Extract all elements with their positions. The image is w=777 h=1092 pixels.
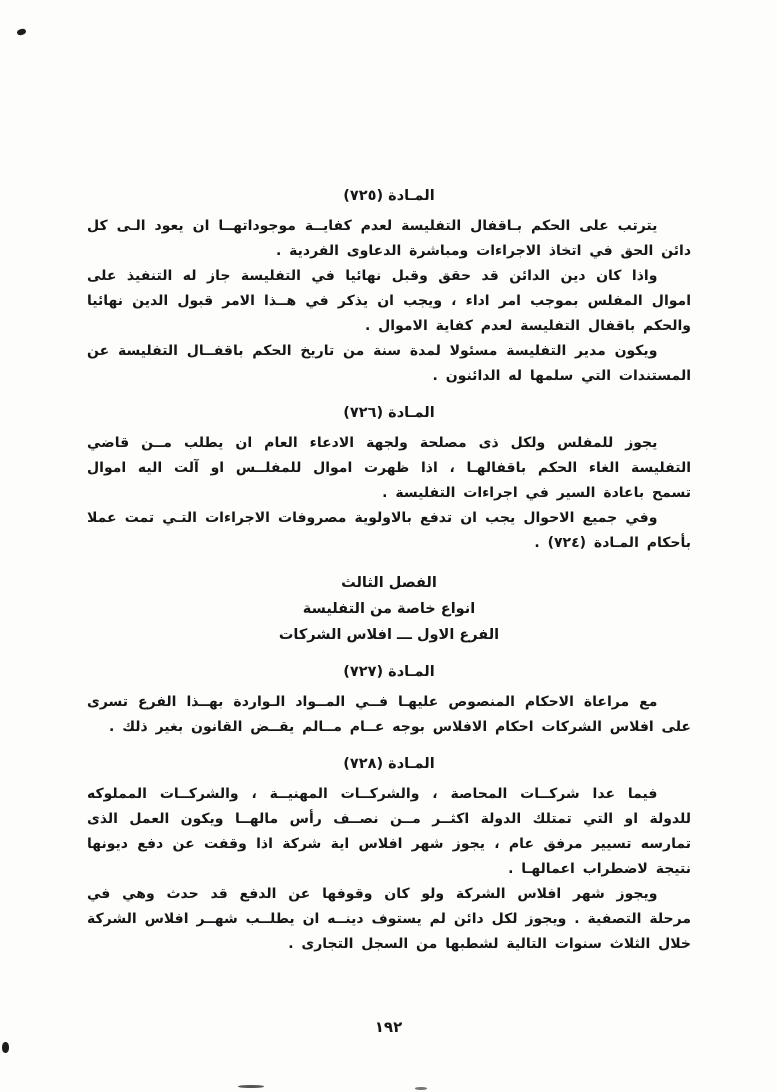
article-728-heading: المـادة (٧٢٨) bbox=[343, 756, 435, 772]
scan-artifact bbox=[415, 1087, 427, 1090]
article-726-heading: المـادة (٧٢٦) bbox=[343, 405, 435, 421]
article-728-paragraph-1: فيما عدا شركــات المحاصة ، والشركــات المهنيــة ، والشركــات المملوكه للدولة او التي تمتلك الدولة اكثــر مــن نصــف رأس مالهــا ويكون العمل الذى تمارسه تسيير مرفق عام ، يجوز شهر افلاس اية شركة اذا وقفت عن دفع ديونها نتيجة لاضطراب اعمالهـا . bbox=[87, 786, 691, 877]
chapter-title: الفصل الثالث bbox=[341, 575, 437, 591]
article-727-paragraph-1: مع مراعاة الاحكام المنصوص عليهـا فــي المــواد الـواردة بهــذا الفرع تسرى على افلاس الشركات احكام الافلاس بوجه عــام مــالم يقــض القانون بغير ذلك . bbox=[87, 694, 691, 735]
article-725-heading: المـادة (٧٢٥) bbox=[343, 188, 435, 204]
article-725-paragraph-1: يترتب على الحكم بـاقفال التفليسة لعدم كفايــة موجوداتهــا ان يعود الـى كل دائن الحق في اتخاذ الاجراءات ومباشرة الدعاوى الفردية . bbox=[87, 218, 691, 259]
article-726-paragraph-1: يجوز للمفلس ولكل ذى مصلحة ولجهة الادعاء العام ان يطلب مــن قاضي التفليسة الغاء الحكم باقفالهـا ، اذا ظهرت اموال للمفلــس او آلت اليه اموال تسمح باعادة السير في اجراءات التفليسة . bbox=[87, 435, 691, 501]
document-body bbox=[87, 184, 691, 957]
chapter-heading-block bbox=[87, 570, 691, 648]
article-725-paragraph-2: واذا كان دين الدائن قد حقق وقبل نهائيا في التفليسة جاز له التنفيذ على اموال المفلس بموجب امر اداء ، ويجب ان يذكر في هــذا الامر قبول الدين نهائيا والحكم باقفال التفليسة لعدم كفاية الاموال . bbox=[87, 268, 691, 334]
article-725-paragraph-3: ويكون مدير التفليسة مسئولا لمدة سنة من تاريخ الحكم باقفــال التفليسة عن المستندات التي سلمها له الدائنون . bbox=[87, 343, 691, 384]
article-727-heading: المـادة (٧٢٧) bbox=[343, 664, 435, 680]
scan-artifact bbox=[2, 1042, 9, 1053]
page-number: ١٩٢ bbox=[374, 1018, 403, 1036]
article-726-paragraph-2: وفي جميع الاحوال يجب ان تدفع بالاولوية مصروفات الاجراءات التـي تمت عملا بأحكام المـادة (٧٢٤) . bbox=[87, 510, 691, 551]
chapter-branch-title: الفرع الاول ـــ افلاس الشركات bbox=[278, 627, 500, 643]
scan-artifact bbox=[16, 28, 26, 36]
chapter-subtitle: انواع خاصة من التفليسة bbox=[302, 601, 476, 617]
article-728-paragraph-2: ويجوز شهر افلاس الشركة ولو كان وقوفها عن الدفع قد حدث وهي في مرحلة التصفية . ويجوز لكل دائن لم يستوف دينــه ان يطلــب شهــر افلاس الشركة خلال الثلاث سنوات التالية لشطبها من السجل التجارى . bbox=[87, 886, 691, 952]
scan-artifact bbox=[238, 1085, 264, 1088]
